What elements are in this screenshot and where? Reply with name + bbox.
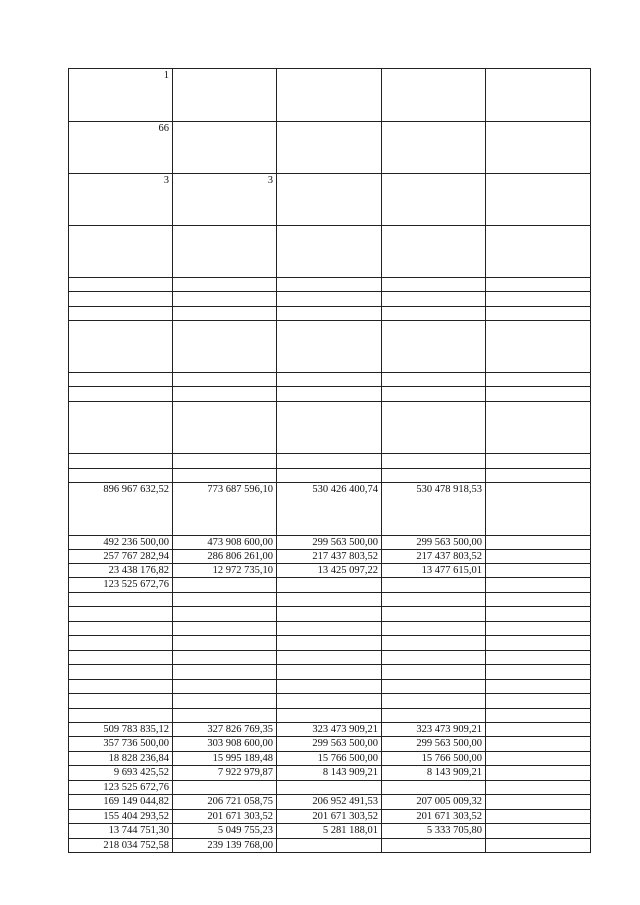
table-row	[69, 469, 591, 483]
table-cell	[382, 665, 486, 680]
table-cell	[277, 651, 382, 665]
table-row	[69, 651, 591, 665]
table-cell	[277, 69, 382, 122]
table-cell: 5 281 188,01	[277, 824, 382, 839]
table-cell	[277, 469, 382, 483]
table-cell: 896 967 632,52	[69, 483, 173, 536]
table-cell: 15 766 500,00	[277, 752, 382, 766]
table-cell	[382, 651, 486, 665]
table-cell	[277, 839, 382, 853]
table-cell	[173, 292, 277, 307]
table-cell	[173, 622, 277, 636]
table-cell	[173, 593, 277, 607]
table-cell: 12 972 735,10	[173, 564, 277, 578]
table-cell	[277, 680, 382, 694]
table-cell	[277, 665, 382, 680]
table-cell: 1	[69, 69, 173, 122]
table-cell	[486, 795, 591, 810]
table-row	[69, 723, 591, 737]
table-cell: 201 671 303,52	[382, 810, 486, 824]
table-cell: 201 671 303,52	[173, 810, 277, 824]
table-cell: 13 744 751,30	[69, 824, 173, 839]
table-cell	[382, 387, 486, 402]
table-row	[69, 373, 591, 387]
table-row	[69, 292, 591, 307]
table-cell: 18 828 236,84	[69, 752, 173, 766]
table-cell	[173, 387, 277, 402]
table-cell	[173, 69, 277, 122]
table-cell: 169 149 044,82	[69, 795, 173, 810]
table-cell: 217 437 803,52	[277, 550, 382, 564]
table-cell: 218 034 752,58	[69, 839, 173, 853]
table-row	[69, 307, 591, 321]
table-cell: 7 922 979,87	[173, 766, 277, 781]
table-cell	[277, 454, 382, 469]
table-cell	[382, 607, 486, 622]
table-cell: 323 473 909,21	[277, 723, 382, 737]
table-row	[69, 824, 591, 839]
table-cell	[173, 402, 277, 454]
table-cell	[382, 781, 486, 795]
table-cell	[382, 174, 486, 226]
table-cell: 323 473 909,21	[382, 723, 486, 737]
table-row	[69, 709, 591, 723]
table-cell	[382, 373, 486, 387]
table-cell	[486, 810, 591, 824]
table-cell: 299 563 500,00	[277, 737, 382, 752]
table-row	[69, 278, 591, 292]
table-row	[69, 593, 591, 607]
table-cell	[277, 373, 382, 387]
table-cell	[486, 469, 591, 483]
table-cell	[382, 469, 486, 483]
table-cell	[486, 723, 591, 737]
table-cell	[486, 69, 591, 122]
table-cell	[486, 839, 591, 853]
table-cell	[173, 665, 277, 680]
table-cell: 123 525 672,76	[69, 578, 173, 593]
table-cell	[173, 321, 277, 373]
table-cell: 3	[69, 174, 173, 226]
table-cell: 66	[69, 122, 173, 174]
table-cell: 15 766 500,00	[382, 752, 486, 766]
table-cell: 206 721 058,75	[173, 795, 277, 810]
table-cell	[486, 122, 591, 174]
table-cell: 299 563 500,00	[277, 536, 382, 550]
table-cell	[69, 694, 173, 709]
table-cell	[277, 321, 382, 373]
table-cell	[486, 752, 591, 766]
table-cell	[173, 781, 277, 795]
table-cell	[277, 307, 382, 321]
table-cell: 23 438 176,82	[69, 564, 173, 578]
table-cell	[486, 536, 591, 550]
table-cell	[382, 839, 486, 853]
table-cell	[277, 578, 382, 593]
table-cell	[173, 680, 277, 694]
table-cell	[486, 402, 591, 454]
table-row	[69, 226, 591, 278]
table-cell	[69, 387, 173, 402]
table-cell	[69, 321, 173, 373]
table-row	[69, 122, 591, 174]
table-cell	[69, 469, 173, 483]
table-cell	[486, 636, 591, 651]
table-row	[69, 578, 591, 593]
table-cell	[486, 680, 591, 694]
table-row	[69, 402, 591, 454]
table-cell	[486, 292, 591, 307]
table-cell: 5 049 755,23	[173, 824, 277, 839]
table-cell: 3	[173, 174, 277, 226]
table-cell: 239 139 768,00	[173, 839, 277, 853]
table-row	[69, 810, 591, 824]
table-cell	[69, 607, 173, 622]
table-cell	[173, 122, 277, 174]
table-cell: 357 736 500,00	[69, 737, 173, 752]
table-cell: 123 525 672,76	[69, 781, 173, 795]
table-cell	[277, 226, 382, 278]
table-cell	[173, 469, 277, 483]
table-cell	[486, 824, 591, 839]
table-cell	[486, 578, 591, 593]
table-cell	[173, 651, 277, 665]
table-cell: 492 236 500,00	[69, 536, 173, 550]
table-cell: 303 908 600,00	[173, 737, 277, 752]
table-cell	[69, 402, 173, 454]
table-cell	[382, 321, 486, 373]
table-body	[69, 69, 591, 853]
table-cell	[69, 680, 173, 694]
table-cell	[382, 680, 486, 694]
table-cell	[486, 622, 591, 636]
table-cell	[486, 550, 591, 564]
table-row	[69, 839, 591, 853]
table-cell	[69, 622, 173, 636]
table-cell	[486, 483, 591, 536]
table-cell: 217 437 803,52	[382, 550, 486, 564]
table-cell: 201 671 303,52	[277, 810, 382, 824]
table-cell	[382, 622, 486, 636]
table-row	[69, 766, 591, 781]
table-cell	[486, 226, 591, 278]
table-cell	[382, 402, 486, 454]
table-cell	[173, 607, 277, 622]
table-cell	[69, 292, 173, 307]
table-cell	[486, 387, 591, 402]
table-cell	[173, 694, 277, 709]
table-cell	[382, 578, 486, 593]
table-cell	[173, 454, 277, 469]
table-cell	[69, 226, 173, 278]
table-cell	[69, 278, 173, 292]
table-cell	[486, 373, 591, 387]
table-row	[69, 536, 591, 550]
table-cell: 206 952 491,53	[277, 795, 382, 810]
table-cell	[486, 607, 591, 622]
table-cell: 207 005 009,32	[382, 795, 486, 810]
table-cell	[173, 373, 277, 387]
table-row	[69, 174, 591, 226]
table-cell	[69, 651, 173, 665]
table-cell	[173, 636, 277, 651]
table-cell	[486, 651, 591, 665]
table-cell: 13 425 097,22	[277, 564, 382, 578]
table-cell	[173, 226, 277, 278]
table-cell: 509 783 835,12	[69, 723, 173, 737]
table-cell	[277, 607, 382, 622]
table-cell: 530 478 918,53	[382, 483, 486, 536]
financial-table	[68, 68, 591, 853]
table-cell	[382, 122, 486, 174]
table-cell: 15 995 189,48	[173, 752, 277, 766]
table-cell	[173, 709, 277, 723]
table-cell: 286 806 261,00	[173, 550, 277, 564]
table-cell	[277, 122, 382, 174]
table-row	[69, 781, 591, 795]
table-cell	[173, 307, 277, 321]
table-cell: 473 908 600,00	[173, 536, 277, 550]
table-row	[69, 387, 591, 402]
table-cell: 13 477 615,01	[382, 564, 486, 578]
table-cell	[173, 578, 277, 593]
table-row	[69, 550, 591, 564]
table-cell	[486, 321, 591, 373]
table-cell	[277, 636, 382, 651]
table-cell	[486, 307, 591, 321]
table-cell	[69, 307, 173, 321]
table-cell	[277, 593, 382, 607]
table-cell	[277, 174, 382, 226]
table-cell	[277, 387, 382, 402]
table-cell: 299 563 500,00	[382, 536, 486, 550]
table-cell	[486, 665, 591, 680]
table-cell	[69, 373, 173, 387]
table-row	[69, 483, 591, 536]
table-row	[69, 607, 591, 622]
table-cell: 773 687 596,10	[173, 483, 277, 536]
table-cell	[382, 69, 486, 122]
table-cell	[277, 278, 382, 292]
table-cell	[382, 636, 486, 651]
table-cell	[486, 766, 591, 781]
table-cell	[173, 278, 277, 292]
table-cell	[486, 174, 591, 226]
table-cell	[382, 226, 486, 278]
table-row	[69, 622, 591, 636]
table-row	[69, 321, 591, 373]
table-cell	[69, 454, 173, 469]
table-row	[69, 564, 591, 578]
table-cell	[382, 292, 486, 307]
table-cell: 8 143 909,21	[277, 766, 382, 781]
table-row	[69, 636, 591, 651]
table-cell	[277, 292, 382, 307]
table-cell	[277, 402, 382, 454]
table-cell: 8 143 909,21	[382, 766, 486, 781]
table-row	[69, 454, 591, 469]
table-cell: 257 767 282,94	[69, 550, 173, 564]
table-row	[69, 694, 591, 709]
table-row	[69, 680, 591, 694]
table-cell	[382, 454, 486, 469]
table-cell	[486, 694, 591, 709]
table-cell: 530 426 400,74	[277, 483, 382, 536]
table-cell	[277, 781, 382, 795]
table-row	[69, 665, 591, 680]
table-cell	[382, 278, 486, 292]
table-cell: 299 563 500,00	[382, 737, 486, 752]
table-cell	[486, 564, 591, 578]
table-cell: 5 333 705,80	[382, 824, 486, 839]
table-row	[69, 69, 591, 122]
table-cell	[486, 781, 591, 795]
table-cell	[277, 694, 382, 709]
table-cell	[382, 593, 486, 607]
table-row	[69, 737, 591, 752]
table-cell	[486, 278, 591, 292]
table-cell	[486, 737, 591, 752]
table-cell	[277, 622, 382, 636]
table-cell	[486, 593, 591, 607]
table-cell: 327 826 769,35	[173, 723, 277, 737]
table-cell	[69, 636, 173, 651]
table-row	[69, 752, 591, 766]
table-row	[69, 795, 591, 810]
table-cell	[69, 593, 173, 607]
table-cell	[69, 665, 173, 680]
table-cell	[382, 307, 486, 321]
table-cell	[382, 694, 486, 709]
table-cell	[486, 709, 591, 723]
table-cell	[382, 709, 486, 723]
table-cell	[277, 709, 382, 723]
table-cell: 9 693 425,52	[69, 766, 173, 781]
table-cell	[486, 454, 591, 469]
table-cell	[69, 709, 173, 723]
table-cell: 155 404 293,52	[69, 810, 173, 824]
